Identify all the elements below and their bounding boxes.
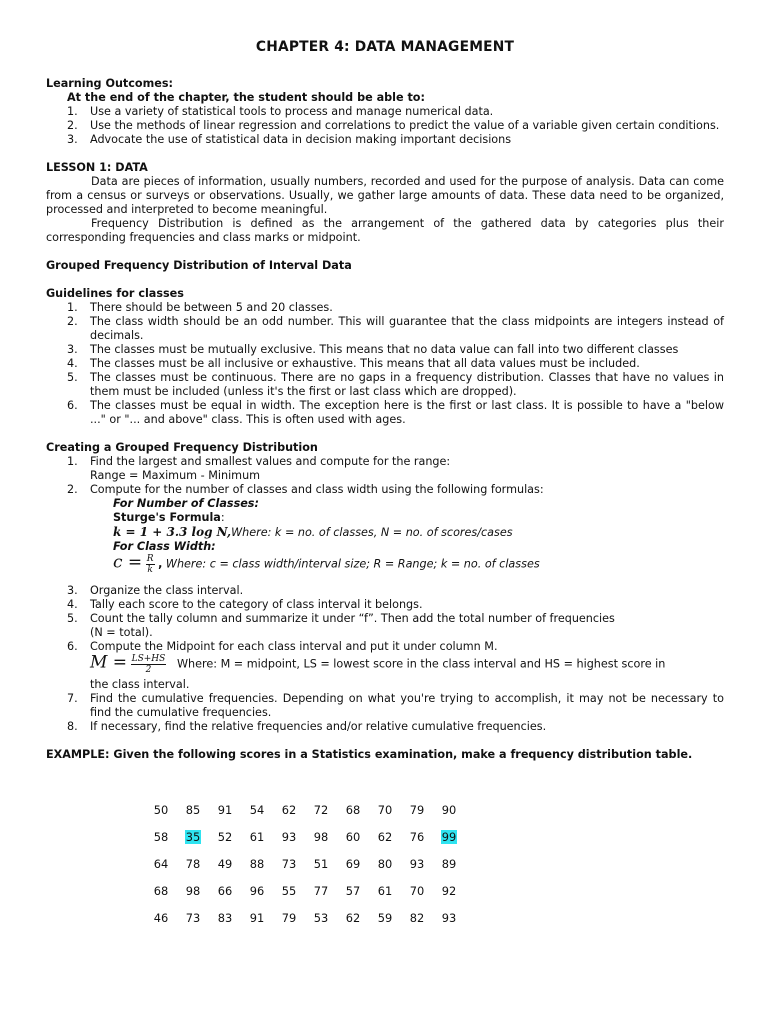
score-cell: 96 bbox=[249, 883, 265, 898]
score-cell: 91 bbox=[249, 910, 265, 925]
score-cell: 76 bbox=[409, 829, 425, 844]
document-page bbox=[46, 38, 724, 762]
score-cell: 62 bbox=[377, 829, 393, 844]
score-cell: 70 bbox=[409, 883, 425, 898]
list-item: 5. Count the tally column and summarize it under “f”. Then add the total number of frequencies bbox=[67, 612, 615, 625]
sturges-formula-line bbox=[113, 525, 724, 540]
score-cell: 55 bbox=[281, 883, 297, 898]
table-row bbox=[145, 796, 465, 823]
table-row bbox=[145, 877, 465, 904]
score-cell: 66 bbox=[217, 883, 233, 898]
midpoint-lhs: M = bbox=[90, 652, 128, 673]
sturges-label: Sturge's Formula bbox=[113, 511, 221, 524]
lesson-heading: LESSON 1: DATA bbox=[46, 161, 148, 174]
score-cell: 93 bbox=[441, 910, 457, 925]
list-item: 5. The classes must be continuous. There are no gaps in a frequency distribution. Classes that have no values in them must be included (unless it's the first or last class which are dropped). bbox=[67, 371, 724, 398]
score-cell: 90 bbox=[441, 802, 457, 817]
score-cell: 89 bbox=[441, 856, 457, 871]
score-cell: 77 bbox=[313, 883, 329, 898]
list-item: 1. Use a variety of statistical tools to process and manage numerical data. bbox=[67, 105, 494, 118]
score-cell: 92 bbox=[441, 883, 457, 898]
score-cell: 58 bbox=[153, 829, 169, 844]
creating-steps-list-2 bbox=[46, 483, 724, 497]
score-cell: 35 bbox=[185, 829, 201, 844]
guidelines-list bbox=[46, 301, 724, 427]
score-cell: 69 bbox=[345, 856, 361, 871]
score-cell: 85 bbox=[185, 802, 201, 817]
score-cell: 62 bbox=[345, 910, 361, 925]
score-cell: 68 bbox=[345, 802, 361, 817]
score-cell: 83 bbox=[217, 910, 233, 925]
score-cell: 52 bbox=[217, 829, 233, 844]
score-cell: 64 bbox=[153, 856, 169, 871]
score-cell: 93 bbox=[281, 829, 297, 844]
score-cell: 59 bbox=[377, 910, 393, 925]
step5-continuation: (N = total). bbox=[90, 626, 153, 639]
score-cell: 70 bbox=[377, 802, 393, 817]
midpoint-fraction: $\frac{LS+HS}{2}$ bbox=[131, 654, 166, 675]
score-cell: 79 bbox=[409, 802, 425, 817]
list-item: 1. There should be between 5 and 20 classes. bbox=[67, 301, 333, 314]
class-width-where: Where: c = class width/interval size; R = Range; k = no. of classes bbox=[165, 557, 540, 571]
sturges-where: Where: k = no. of classes, N = no. of scores/cases bbox=[231, 526, 513, 539]
score-cell: 82 bbox=[409, 910, 425, 925]
score-cell: 62 bbox=[281, 802, 297, 817]
score-cell: 68 bbox=[153, 883, 169, 898]
guidelines-heading: Guidelines for classes bbox=[46, 287, 184, 300]
class-width-label: For Class Width: bbox=[113, 540, 216, 553]
score-cell: 73 bbox=[281, 856, 297, 871]
list-item: 3. Organize the class interval. bbox=[67, 584, 244, 597]
lesson-paragraph-1: Data are pieces of information, usually numbers, recorded and used for the purpose of analysis. Data can come from a census or surveys or observations. Usually, we gather large amounts of data. These data need to be organized, processed and interpreted to become meaningful. bbox=[46, 175, 724, 216]
score-cell: 54 bbox=[249, 802, 265, 817]
list-item: 6. The classes must be equal in width. The exception here is the first or last class. It is possible to have a "below ..." or "... and above" class. This is often used with ages. bbox=[67, 399, 724, 426]
sturges-line: Sturge's Formula: bbox=[113, 511, 225, 524]
list-item: 2. Compute for the number of classes and class width using the following formulas: bbox=[67, 483, 544, 496]
score-cell: 88 bbox=[249, 856, 265, 871]
num-classes-label: For Number of Classes: bbox=[113, 497, 259, 510]
table-row bbox=[145, 850, 465, 877]
table-row bbox=[145, 823, 465, 850]
score-cell: 98 bbox=[313, 829, 329, 844]
score-cell: 78 bbox=[185, 856, 201, 871]
list-item: 7. Find the cumulative frequencies. Depending on what you're trying to accomplish, it may not be necessary to find the cumulative frequencies. bbox=[67, 692, 724, 719]
midpoint-where: Where: M = midpoint, LS = lowest score in the class interval and HS = highest score in bbox=[177, 657, 666, 671]
score-cell: 61 bbox=[377, 883, 393, 898]
class-width-lhs: c = bbox=[113, 552, 143, 573]
score-cell: 73 bbox=[185, 910, 201, 925]
lesson-paragraph-2: Frequency Distribution is defined as the arrangement of the gathered data by categories plus their corresponding frequencies and class marks or midpoint. bbox=[46, 217, 724, 244]
score-cell: 93 bbox=[409, 856, 425, 871]
creating-steps-list bbox=[46, 455, 724, 469]
creating-heading: Creating a Grouped Frequency Distribution bbox=[46, 441, 318, 454]
list-item: 4. Tally each score to the category of class interval it belongs. bbox=[67, 598, 423, 611]
grouped-heading: Grouped Frequency Distribution of Interval Data bbox=[46, 259, 352, 272]
score-cell: 79 bbox=[281, 910, 297, 925]
class-width-formula-line: c = $\frac{R}{k}$ , Where: c = class width/interval size; R = Range; k = no. of classes bbox=[113, 552, 540, 575]
page-title: CHAPTER 4: DATA MANAGEMENT bbox=[255, 39, 515, 55]
list-item: 2. Use the methods of linear regression and correlations to predict the value of a variable given certain conditions. bbox=[67, 119, 720, 132]
learning-outcomes-list bbox=[46, 105, 724, 147]
scores-table bbox=[145, 796, 465, 931]
list-item: 1. Find the largest and smallest values and compute for the range: bbox=[67, 455, 451, 468]
creating-steps-list-3 bbox=[46, 584, 724, 626]
list-item: 8. If necessary, find the relative frequencies and/or relative cumulative frequencies. bbox=[67, 720, 547, 733]
score-cell: 98 bbox=[185, 883, 201, 898]
score-cell: 53 bbox=[313, 910, 329, 925]
list-item: 4. The classes must be all inclusive or exhaustive. This means that all data values must be included. bbox=[67, 357, 640, 370]
list-item: 2. The class width should be an odd number. This will guarantee that the class midpoints are integers instead of decimals. bbox=[67, 315, 724, 342]
list-item: 3. The classes must be mutually exclusive. This means that no data value can fall into two different classes bbox=[67, 343, 679, 356]
class-width-fraction: $\frac{R}{k}$ bbox=[146, 554, 154, 575]
range-formula: Range = Maximum - Minimum bbox=[90, 469, 261, 482]
score-cell: 46 bbox=[153, 910, 169, 925]
learning-outcomes-intro: At the end of the chapter, the student should be able to: bbox=[67, 91, 425, 104]
creating-steps-list-5 bbox=[46, 692, 724, 734]
midpoint-formula-line bbox=[46, 654, 724, 678]
creating-steps-list-4 bbox=[46, 640, 724, 654]
midpoint-where-cont: the class interval. bbox=[90, 678, 190, 691]
score-cell: 80 bbox=[377, 856, 393, 871]
score-cell: 50 bbox=[153, 802, 169, 817]
list-item: 6. Compute the Midpoint for each class interval and put it under column M. bbox=[67, 640, 498, 653]
score-cell: 61 bbox=[249, 829, 265, 844]
sturges-formula: k = 1 + 3.3 log N, bbox=[113, 525, 232, 539]
score-cell: 49 bbox=[217, 856, 233, 871]
formula-block bbox=[46, 497, 724, 584]
example-heading: EXAMPLE: Given the following scores in a Statistics examination, make a frequency distribution table. bbox=[46, 748, 693, 761]
score-cell: 57 bbox=[345, 883, 361, 898]
score-cell: 99 bbox=[441, 829, 457, 844]
learning-outcomes-heading: Learning Outcomes: bbox=[46, 77, 173, 90]
score-cell: 72 bbox=[313, 802, 329, 817]
score-cell: 51 bbox=[313, 856, 329, 871]
score-cell: 60 bbox=[345, 829, 361, 844]
score-cell: 91 bbox=[217, 802, 233, 817]
list-item: 3. Advocate the use of statistical data in decision making important decisions bbox=[67, 133, 512, 146]
table-row bbox=[145, 904, 465, 931]
